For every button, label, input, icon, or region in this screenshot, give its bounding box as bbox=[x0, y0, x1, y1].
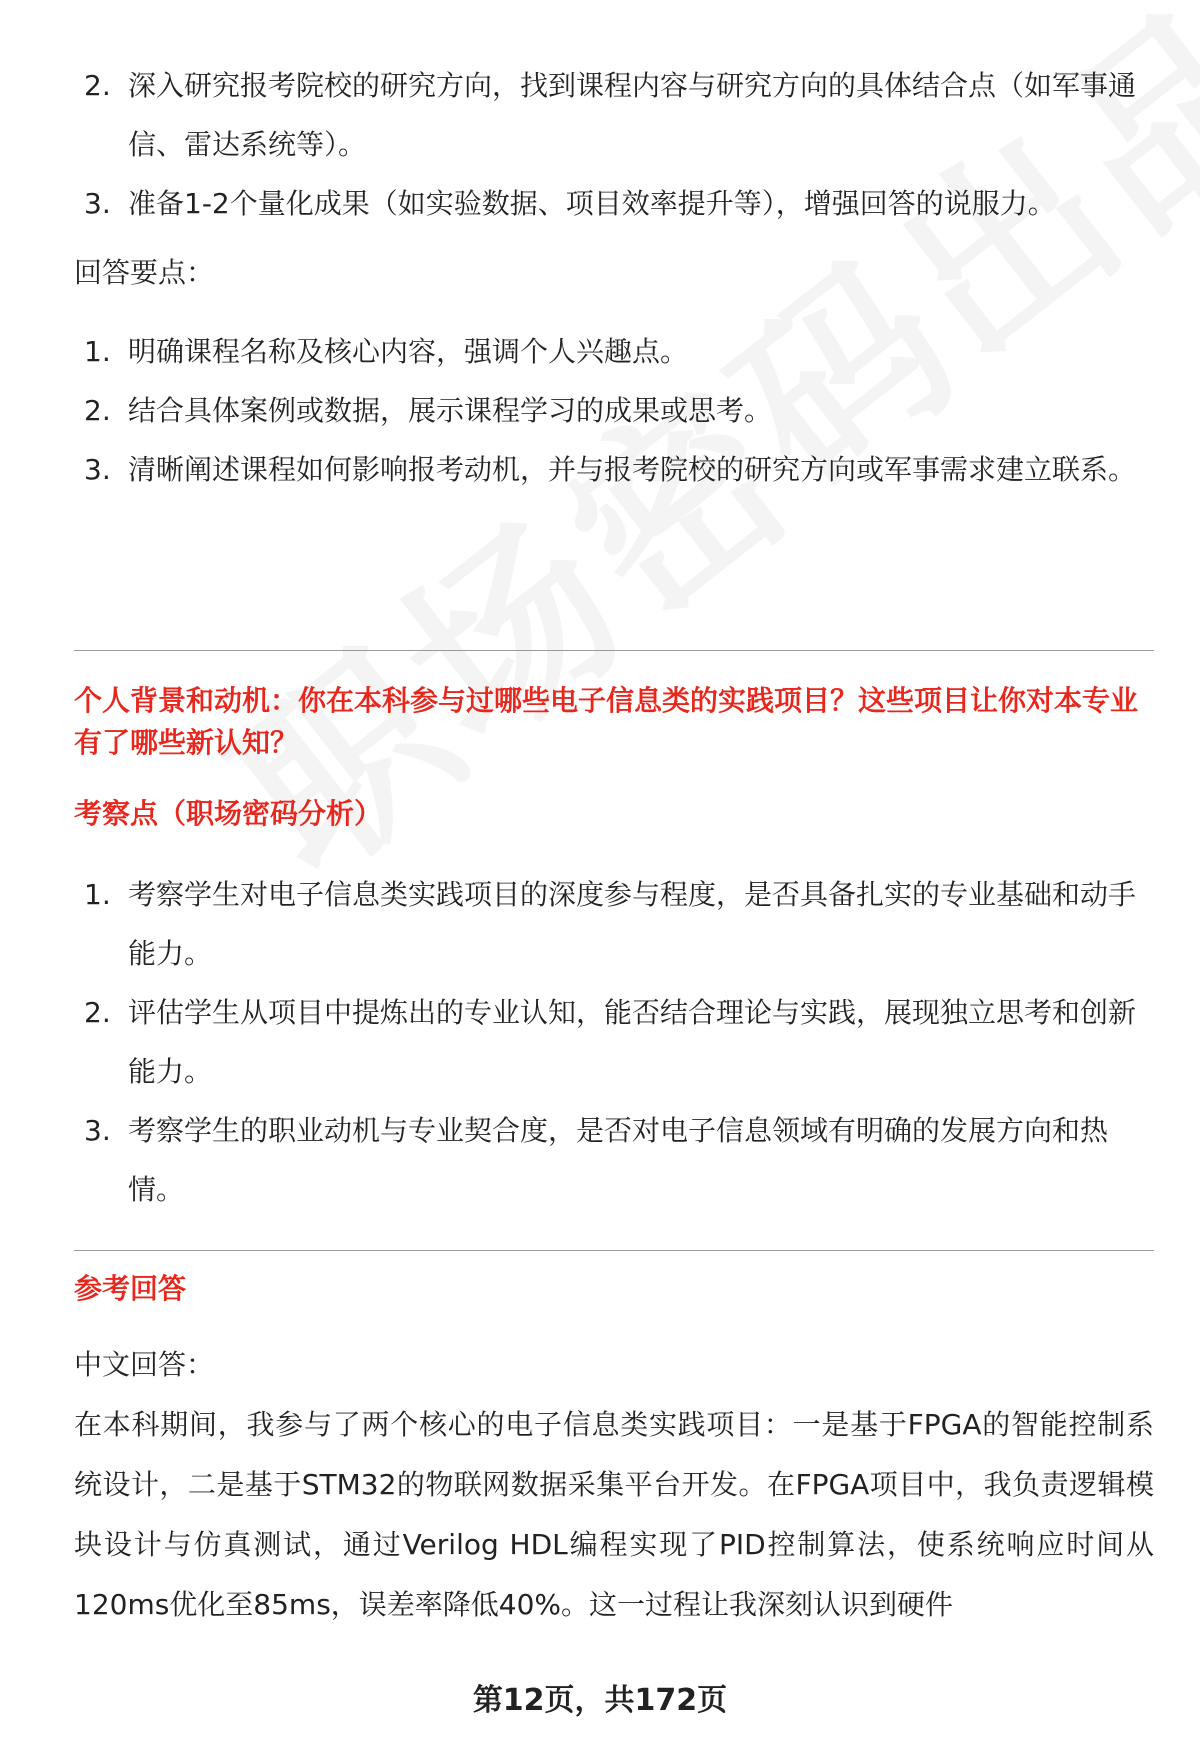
chinese-answer-label: 中文回答： bbox=[74, 1348, 215, 1381]
list-item bbox=[74, 174, 1154, 233]
page-number-footer: 第12页，共172页 bbox=[472, 1683, 728, 1718]
list-item-text: 评估学生从项目中提炼出的专业认知，能否结合理论与实践，展现独立思考和创新能力。 bbox=[128, 996, 1137, 1088]
list-item-text: 结合具体案例或数据，展示课程学习的成果或思考。 bbox=[128, 394, 773, 427]
section-divider bbox=[74, 1250, 1154, 1251]
list-item-number: 1. bbox=[84, 878, 111, 911]
question-title: 个人背景和动机：你在本科参与过哪些电子信息类的实践项目？这些项目让你对本专业有了哪些新认知？ bbox=[74, 684, 1139, 759]
list-item-text: 准备1-2个量化成果（如实验数据、项目效率提升等），增强回答的说服力。 bbox=[128, 187, 1056, 220]
list-item-number: 2. bbox=[84, 69, 111, 102]
reference-answer-title: 参考回答 bbox=[74, 1272, 187, 1305]
answer-points-label: 回答要点： bbox=[74, 256, 215, 289]
list-item-text: 清晰阐述课程如何影响报考动机，并与报考院校的研究方向或军事需求建立联系。 bbox=[128, 453, 1137, 486]
list-item bbox=[74, 440, 1154, 499]
exam-points-title: 考察点（职场密码分析） bbox=[74, 797, 383, 830]
list-item bbox=[74, 983, 1154, 1101]
list-item-number: 1. bbox=[84, 335, 111, 368]
numbered-list-answer-points bbox=[74, 322, 1154, 499]
list-item-number: 3. bbox=[84, 187, 111, 220]
list-item bbox=[74, 1101, 1154, 1219]
list-item bbox=[74, 865, 1154, 983]
list-item bbox=[74, 381, 1154, 440]
numbered-list-exam-points bbox=[74, 865, 1154, 1219]
list-item-number: 3. bbox=[84, 1114, 111, 1147]
list-item-text: 考察学生对电子信息类实践项目的深度参与程度，是否具备扎实的专业基础和动手能力。 bbox=[128, 878, 1137, 970]
section-divider bbox=[74, 650, 1154, 651]
list-item-number: 3. bbox=[84, 453, 111, 486]
list-item-text: 考察学生的职业动机与专业契合度，是否对电子信息领域有明确的发展方向和热情。 bbox=[128, 1114, 1109, 1206]
list-item bbox=[74, 56, 1154, 174]
list-item-text: 明确课程名称及核心内容，强调个人兴趣点。 bbox=[128, 335, 689, 368]
numbered-list-top bbox=[74, 56, 1154, 233]
list-item-number: 2. bbox=[84, 996, 111, 1029]
list-item-text: 深入研究报考院校的研究方向，找到课程内容与研究方向的具体结合点（如军事通信、雷达系统等）。 bbox=[128, 69, 1137, 161]
list-item bbox=[74, 322, 1154, 381]
reference-answer-paragraph: 在本科期间，我参与了两个核心的电子信息类实践项目：一是基于FPGA的智能控制系统设计，二是基于STM32的物联网数据采集平台开发。在FPGA项目中，我负责逻辑模块设计与仿真测试，通过Verilog HDL编程实现了PID控制算法，使系统响应时间从120ms优化至85ms，误差率降低40%。这一过程让我深刻认识到硬件 bbox=[74, 1408, 1154, 1621]
list-item-number: 2. bbox=[84, 394, 111, 427]
